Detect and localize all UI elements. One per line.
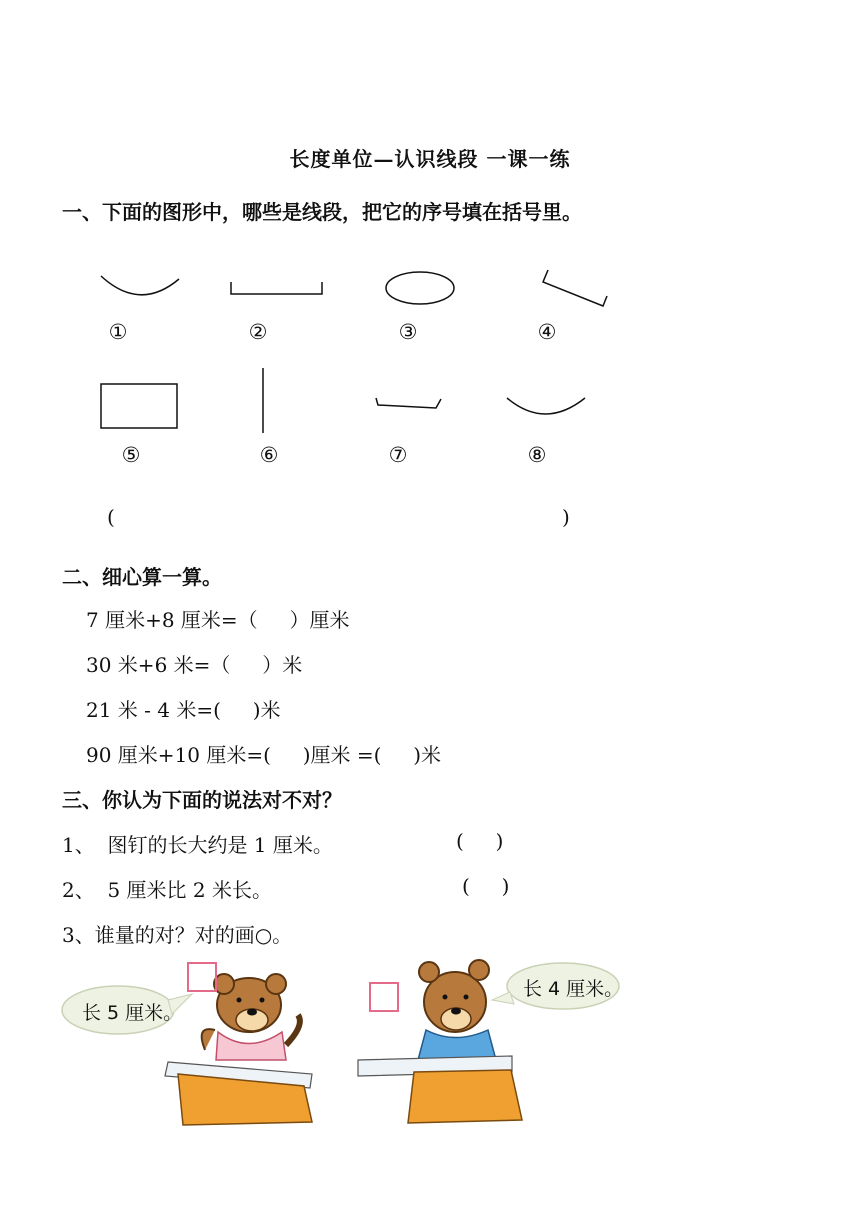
shape-4-segment <box>543 270 607 306</box>
calc-line-1: 7 厘米+8 厘米=（ ）厘米 <box>86 608 350 632</box>
shape-label-1: ① <box>108 320 128 344</box>
judge-item-3: 3、谁量的对？对的画○。 <box>62 923 293 947</box>
ruler-right-illustration <box>358 1056 522 1123</box>
bubble-right-text: 长 4 厘米。 <box>523 978 624 1000</box>
section3-heading: 三、你认为下面的说法对不对？ <box>62 788 342 812</box>
shape-label-3: ③ <box>398 320 418 344</box>
page-title: 长度单位—认识线段 一课一练 <box>289 147 571 171</box>
bubble-left-text: 长 5 厘米。 <box>82 1002 183 1024</box>
shape-label-8: ⑧ <box>527 443 547 467</box>
answer-box-left[interactable] <box>187 962 217 992</box>
section1-heading: 一、下面的图形中，哪些是线段，把它的序号填在括号里。 <box>62 200 582 224</box>
shape-3-ellipse <box>386 272 454 304</box>
answer-bracket-open: ( <box>107 505 115 529</box>
calc-line-4: 90 厘米+10 厘米=( )厘米 =( )米 <box>86 743 442 767</box>
shape-label-7: ⑦ <box>388 443 408 467</box>
judge-item-2: 2、 5 厘米比 2 米长。 <box>62 878 272 902</box>
shape-label-6: ⑥ <box>259 443 279 467</box>
judge-item-2-bracket: ( ) <box>462 874 510 898</box>
judge-item-1: 1、 图钉的长大约是 1 厘米。 <box>62 833 333 857</box>
ruler-left-illustration <box>165 1062 312 1125</box>
shape-5-rectangle <box>101 384 177 428</box>
shape-2-segment <box>231 282 322 294</box>
calc-line-2: 30 米+6 米=（ ）米 <box>86 653 303 677</box>
answer-box-right[interactable] <box>369 982 399 1012</box>
bear-right-illustration <box>418 960 496 1060</box>
shape-label-2: ② <box>248 320 268 344</box>
calc-line-3: 21 米 - 4 米=( )米 <box>86 698 281 722</box>
shape-label-5: ⑤ <box>121 443 141 467</box>
judge-item-1-bracket: ( ) <box>456 829 504 853</box>
shape-1-arc <box>101 276 179 295</box>
shape-8-arc <box>507 398 585 414</box>
answer-bracket-close: ) <box>562 505 570 529</box>
shape-label-4: ④ <box>537 320 557 344</box>
shape-7-segment <box>376 398 441 408</box>
section2-heading: 二、细心算一算。 <box>62 565 222 589</box>
